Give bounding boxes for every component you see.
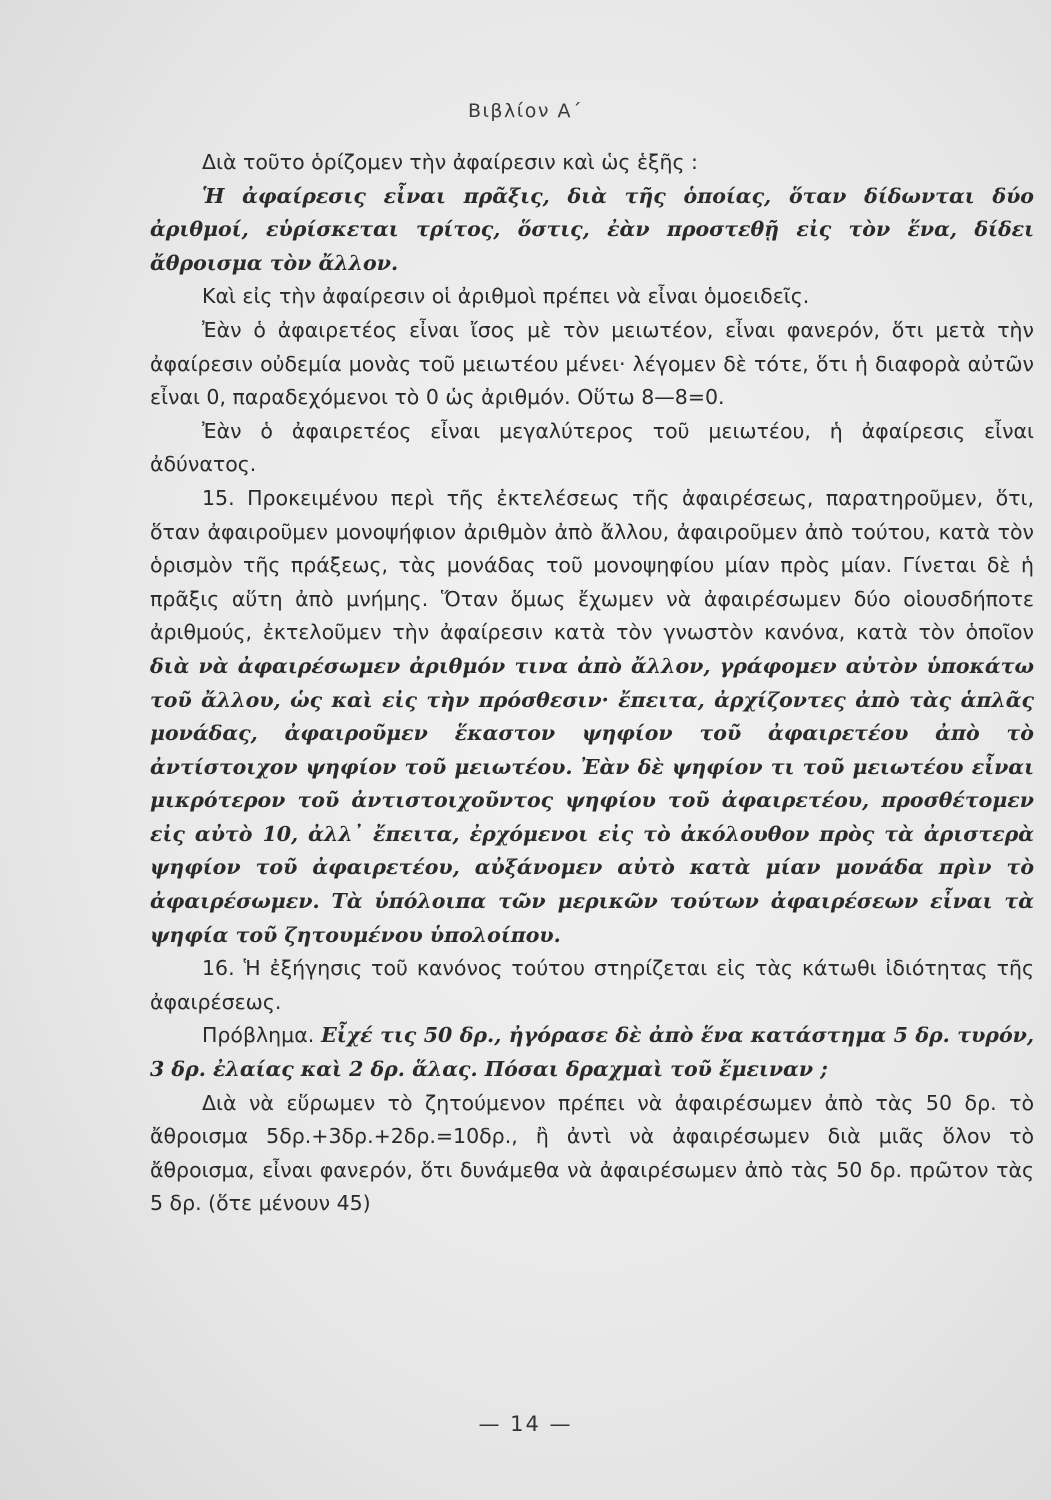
paragraph-equal-case: Ἐὰν ὁ ἀφαιρετέος εἶναι ἴσος μὲ τὸν μειωτέον, εἶναι φανερόν, ὅτι μετὰ τὴν ἀφαίρεσιν οὐδεμία μονὰς τοῦ μειωτέου μένει· λέγομεν δὲ τότε, ὅτι ἡ διαφορὰ αὐτῶν εἶναι 0, παραδεχόμενοι τὸ 0 ὡς ἀριθμόν. Οὕτω 8—8=0.: [150, 317, 1034, 410]
paragraph-section-16: 16. Ἡ ἐξήγησις τοῦ κανόνος τούτου στηρίζεται εἰς τὰς κάτωθι ἰδιότητας τῆς ἀφαιρέσεως.: [150, 956, 1034, 1014]
paragraph-intro: Διὰ τοῦτο ὁρίζομεν τὴν ἀφαίρεσιν καὶ ὡς ἑξῆς :: [202, 150, 698, 174]
paragraph-impossible-case: Ἐὰν ὁ ἀφαιρετέος εἶναι μεγαλύτερος τοῦ μειωτέου, ἡ ἀφαίρεσις εἶναι ἀδύνατος.: [150, 418, 1034, 477]
paragraph-same-kind: Καὶ εἰς τὴν ἀφαίρεσιν οἱ ἀριθμοὶ πρέπει νὰ εἶναι ὁμοειδεῖς.: [202, 284, 810, 309]
subtraction-rule: διὰ νὰ ἀφαιρέσωμεν ἀριθμόν τινα ἀπὸ ἄλλον, γράφομεν αὐτὸν ὑποκάτω τοῦ ἄλλου, ὡς καὶ εἰς τὴν πρόσθεσιν· ἔπειτα, ἀρχίζοντες ἀπὸ τὰς ἁπλᾶς μονάδας, ἀφαιροῦμεν ἕκαστον ψηφίον τοῦ ἀφαιρετέου ἀπὸ τὸ ἀντίστοιχον ψηφίον τοῦ μειωτέου. Ἐὰν δὲ ψηφίον τι τοῦ μειωτέου εἶναι μικρότερον τοῦ ἀντιστοιχοῦντος ψηφίου τοῦ ἀφαιρετέου, προσθέτομεν εἰς αὐτὸ 10, ἀλλ᾽ ἔπειτα, ἐρχόμενοι εἰς τὸ ἀκόλουθον πρὸς τὰ ἀριστερὰ ψηφίον τοῦ ἀφαιρετέου, αὐξάνομεν αὐτὸ κατὰ μίαν μονάδα πρὶν τὸ ἀφαιρέσωμεν. Τὰ ὑπόλοιπα τῶν μερικῶν τούτων ἀφαιρέσεων εἶναι τὰ ψηφία τοῦ ζητουμένου ὑπολοίπου.: [150, 653, 1034, 947]
paragraph-solution: Διὰ νὰ εὕρωμεν τὸ ζητούμενον πρέπει νὰ ἀφαιρέσωμεν ἀπὸ τὰς 50 δρ. τὸ ἄθροισμα 5δρ.+3δρ.+2δρ.=10δρ., ἢ ἀντὶ νὰ ἀφαιρέσωμεν διὰ μιᾶς ὅλον τὸ ἄθροισμα, εἶναι φανερόν, ὅτι δυνάμεθα νὰ ἀφαιρέσωμεν ἀπὸ τὰς 50 δρ. πρῶτον τὰς 5 δρ. (ὅτε μένουν 45): [150, 1090, 1034, 1216]
paragraph-section-15: [150, 482, 1034, 952]
problem-statement: Εἶχέ τις 50 δρ., ἠγόρασε δὲ ἀπὸ ἕνα κατάστημα 5 δρ. τυρόν, 3 δρ. ἐλαίας καὶ 2 δρ. ἅλας. Πόσαι δραχμαὶ τοῦ ἔμειναν ;: [150, 1023, 1034, 1082]
section-15-plain-text: 15. Προκειμένου περὶ τῆς ἐκτελέσεως τῆς ἀφαιρέσεως, παρατηροῦμεν, ὅτι, ὅταν ἀφαιροῦμεν μονοψήφιον ἀριθμὸν ἀπὸ ἄλλου, ἀφαιροῦμεν ἀπὸ τούτου, κατὰ τὸν ὁρισμὸν τῆς πράξεως, τὰς μονάδας τοῦ μονοψηφίου μίαν πρὸς μίαν. Γίνεται δὲ ἡ πρᾶξις αὕτη ἀπὸ μνήμης. Ὅταν ὅμως ἔχωμεν νὰ ἀφαιρέσωμεν δύο οἱουσδήποτε ἀριθμούς, ἐκτελοῦμεν τὴν ἀφαίρεσιν κατὰ τὸν γνωστὸν κανόνα, κατὰ τὸν ὁποῖον: [150, 485, 1034, 645]
paragraph-problem: [150, 1019, 1034, 1086]
page-body: [150, 146, 1034, 1221]
problem-label: Πρόβλημα.: [202, 1023, 315, 1048]
definition-paragraph: Ἡ ἀφαίρεσις εἶναι πρᾶξις, διὰ τῆς ὁποίας, ὅταν δίδωνται δύο ἀριθμοί, εὑρίσκεται τρίτος, ὅστις, ἐὰν προστεθῇ εἰς τὸν ἕνα, δίδει ἄθροισμα τὸν ἄλλον.: [150, 183, 1034, 275]
running-header: Βιβλίον Α΄: [467, 100, 584, 122]
page-number: — 14 —: [478, 1412, 573, 1436]
